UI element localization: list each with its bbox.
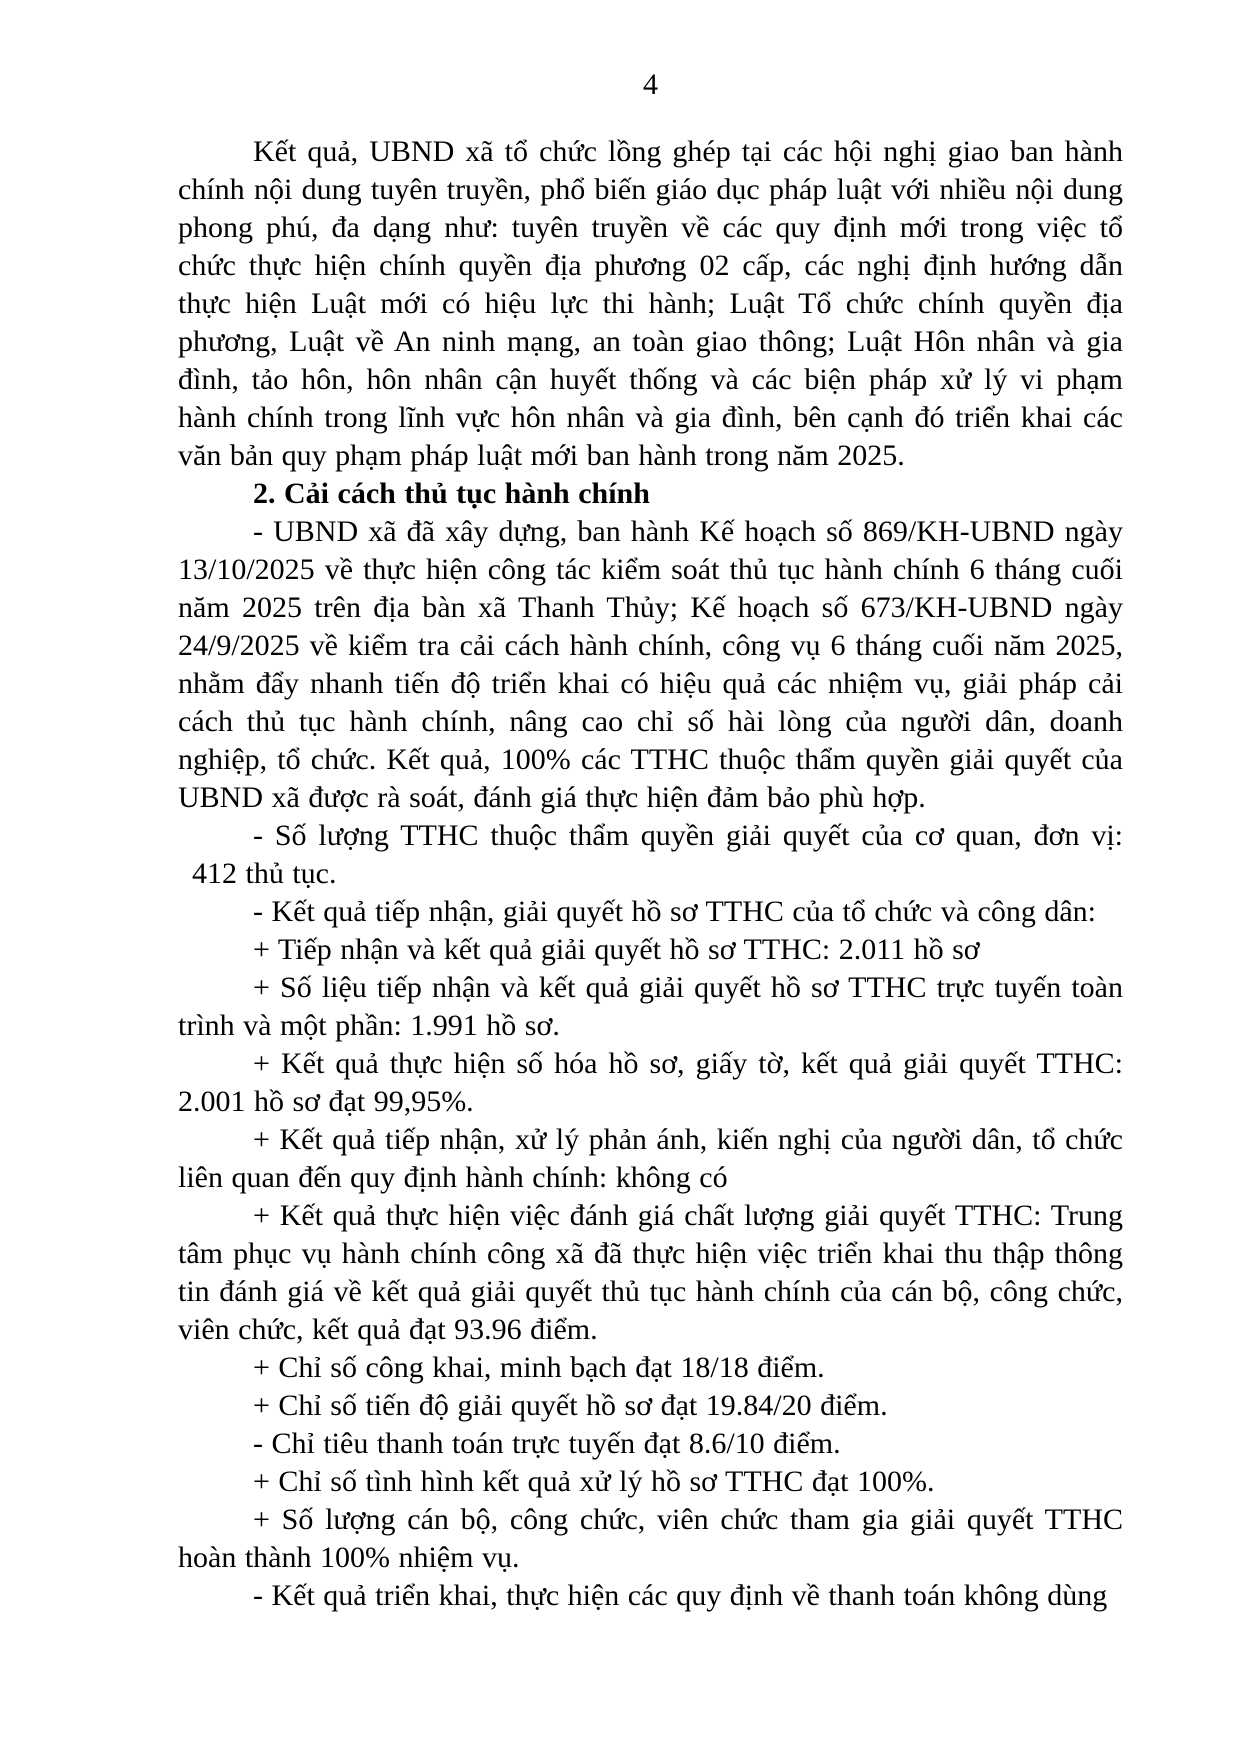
item-processing-progress-score: + Chỉ số tiến độ giải quyết hồ sơ đạt 19.84/20 điểm. <box>253 1389 888 1422</box>
item-dossier-result-handling-score: + Chỉ số tình hình kết quả xử lý hồ sơ TTHC đạt 100%. <box>253 1465 935 1498</box>
item-feedback-complaints-handling: + Kết quả tiếp nhận, xử lý phản ánh, kiến nghị của người dân, tổ chức liên quan đến quy định hành chính: không có <box>178 1123 1123 1194</box>
item-online-dossiers: + Số liệu tiếp nhận và kết quả giải quyết hồ sơ TTHC trực tuyến toàn trình và một phần: 1.991 hồ sơ. <box>178 971 1123 1042</box>
page-number: 4 <box>643 68 658 101</box>
paragraph-plans-869-673-kh-ubnd: - UBND xã đã xây dựng, ban hành Kế hoạch số 869/KH-UBND ngày 13/10/2025 về thực hiện công tác kiểm soát thủ tục hành chính 6 tháng cuối năm 2025 trên địa bàn xã Thanh Thủy; Kế hoạch số 673/KH-UBND ngày 24/9/2025 về kiểm tra cải cách hành chính, công vụ 6 tháng cuối năm 2025, nhằm đẩy nhanh tiến độ triển khai có hiệu quả các nhiệm vụ, giải pháp cải cách thủ tục hành chính, nâng cao chỉ số hài lòng của người dân, doanh nghiệp, tổ chức. Kết quả, 100% các TTHC thuộc thẩm quyền giải quyết của UBND xã được rà soát, đánh giá thực hiện đảm bảo phù hợp. <box>178 515 1123 814</box>
item-dossiers-received-total: + Tiếp nhận và kết quả giải quyết hồ sơ TTHC: 2.011 hồ sơ <box>253 933 980 966</box>
item-quality-evaluation-score: + Kết quả thực hiện việc đánh giá chất lượng giải quyết TTHC: Trung tâm phục vụ hành chính công xã đã thực hiện việc triển khai thu thập thông tin đánh giá về kết quả giải quyết thủ tục hành chính của cán bộ, công chức, viên chức, kết quả đạt 93.96 điểm. <box>178 1199 1123 1346</box>
paragraph-legal-communication-results: Kết quả, UBND xã tổ chức lồng ghép tại các hội nghị giao ban hành chính nội dung tuyên truyền, phổ biến giáo dục pháp luật với nhiều nội dung phong phú, đa dạng như: tuyên truyền về các quy định mới trong việc tổ chức thực hiện chính quyền địa phương 02 cấp, các nghị định hướng dẫn thực hiện Luật mới có hiệu lực thi hành; Luật Tổ chức chính quyền địa phương, Luật về An ninh mạng, an toàn giao thông; Luật Hôn nhân và gia đình, tảo hôn, hôn nhân cận huyết thống và các biện pháp xử lý vi phạm hành chính trong lĩnh vực hôn nhân và gia đình, bên cạnh đó triển khai các văn bản quy phạm pháp luật mới ban hành trong năm 2025. <box>178 135 1123 472</box>
item-online-payment-score: - Chỉ tiêu thanh toán trực tuyến đạt 8.6/10 điểm. <box>253 1427 841 1460</box>
paragraph-tthc-total-count: - Số lượng TTHC thuộc thẩm quyền giải quyết của cơ quan, đơn vị: 412 thủ tục. <box>192 819 1123 890</box>
document-body <box>178 133 1123 1615</box>
section-heading-admin-procedure-reform: 2. Cải cách thủ tục hành chính <box>253 477 650 510</box>
item-transparency-score: + Chỉ số công khai, minh bạch đạt 18/18 điểm. <box>253 1351 825 1384</box>
item-digitization-results: + Kết quả thực hiện số hóa hồ sơ, giấy tờ, kết quả giải quyết TTHC: 2.001 hồ sơ đạt 99,95%. <box>178 1047 1123 1118</box>
paragraph-reception-results-intro: - Kết quả tiếp nhận, giải quyết hồ sơ TTHC của tổ chức và công dân: <box>253 895 1097 928</box>
item-staff-participation-completion: + Số lượng cán bộ, công chức, viên chức tham gia giải quyết TTHC hoàn thành 100% nhiệm vụ. <box>178 1503 1123 1574</box>
paragraph-cashless-payment-start: - Kết quả triển khai, thực hiện các quy định về thanh toán không dùng <box>253 1579 1108 1612</box>
